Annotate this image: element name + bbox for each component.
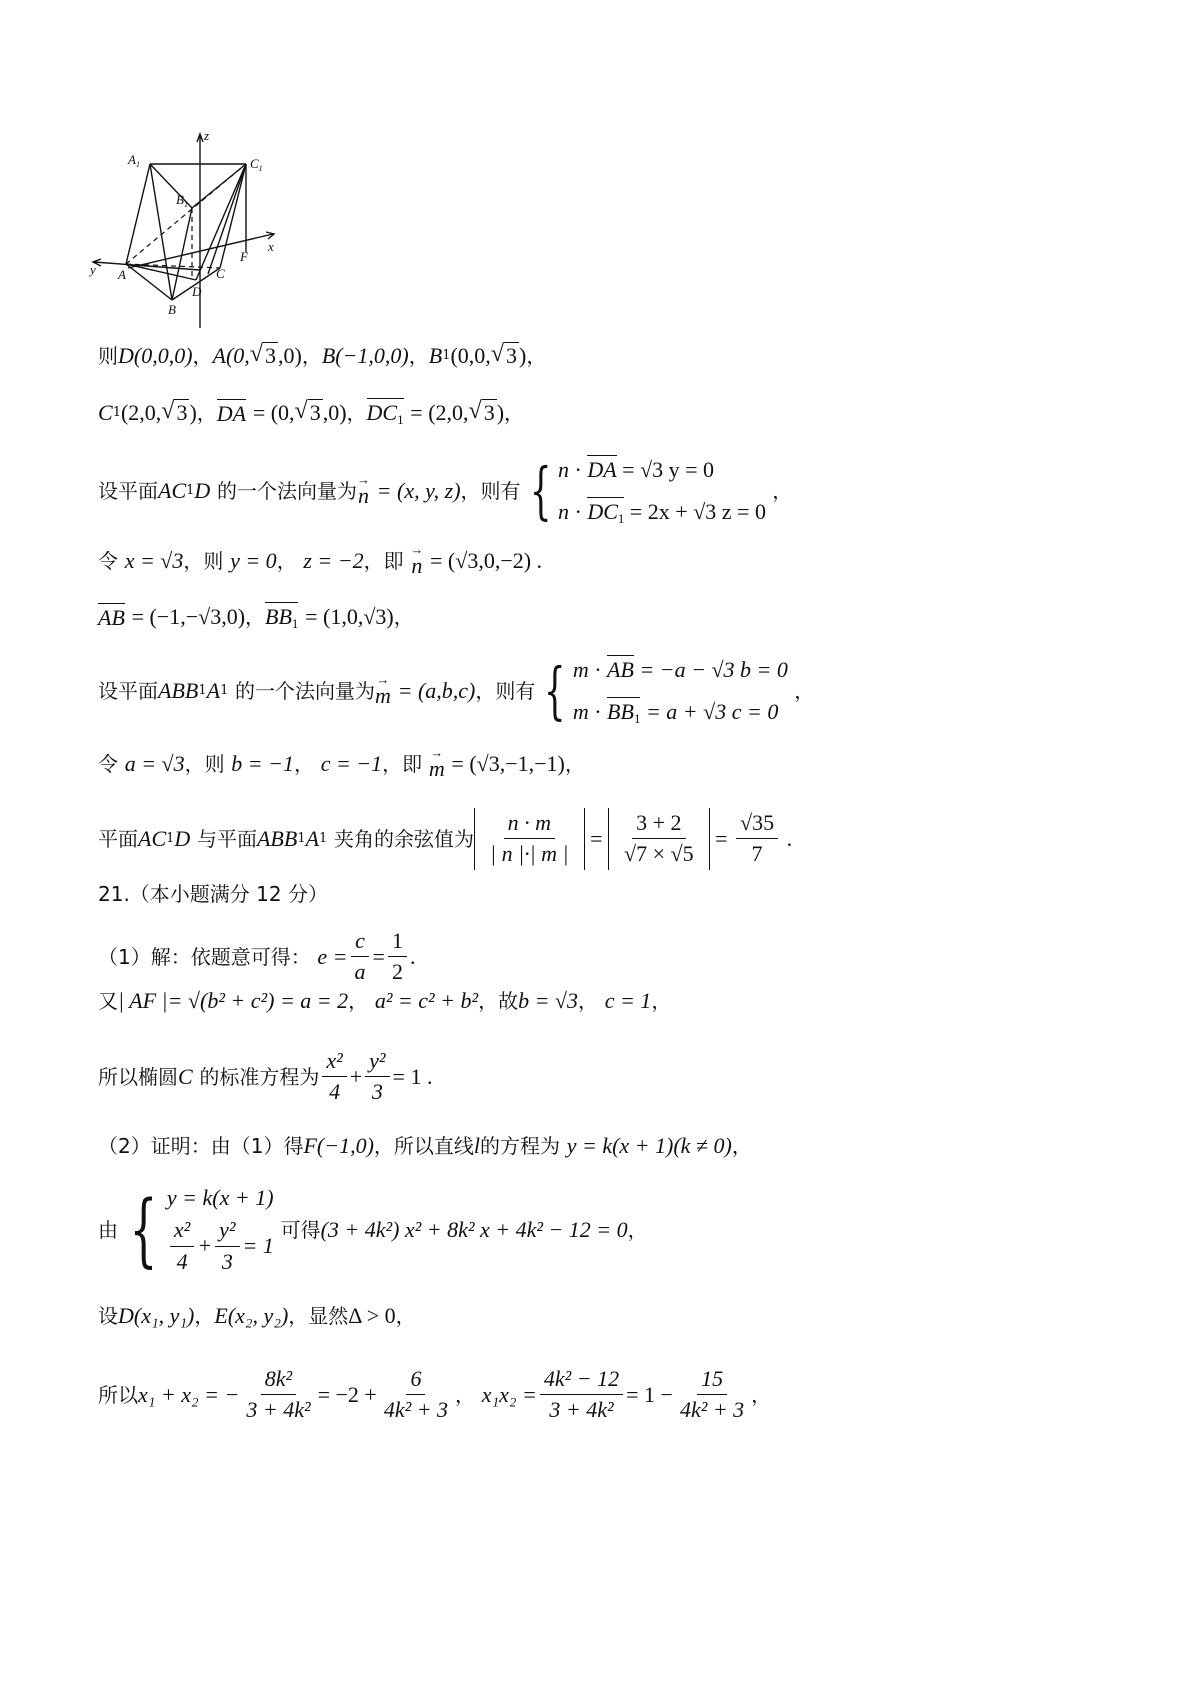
line-4: 令 x = √3 ，则 y = 0 ， z = −2 ，即 → n = (√3,0,−2) . [98,542,543,578]
prism-figure [88,128,288,328]
sqrt: √ 3 [294,398,321,426]
sqrt: √ 3 [490,341,517,368]
sqrt: √ 3 [249,341,276,368]
label-b: B [168,302,176,317]
vector-dc1: $DC_1$ [366,400,404,427]
line-8: 平面 AC 1 D 与平面 ABB 1 A 1 夹角的余弦值为 $\frac{n \cdot m}{| n |\cdot| m |}$ = $\frac{3 + 2}{√7 \times √5}$ = $\frac{√35}{7}$ . [98,808,792,870]
line-16: 所以 x₁ + x₂ = − $\frac{\text{8k²}}{\text{3 + 4k²}}$ = −2 + $\frac{6}{\text{4k² + 3}}$ ， x₁x₂ = $\frac{\text{4k² − 12}}{\text{3 + 4k²}}$ = 1 − $\frac{15}{\text{4k² + 3}}$ ， [98,1366,772,1423]
line-12: 所以椭圆 C 的标准方程为 $\frac{\text{x²}}{4}$ + $\frac{\text{y²}}{3}$ = 1 . [98,1048,433,1105]
line-3: 设平面 AC 1 D 的一个法向量为 → n = (x, y, z) ，则有 { n · DA = √3 y = 0 $n \cdot DC_1 = 2x + √3$ z = 0 ， [98,453,793,527]
problem-21-heading: 21.（本小题满分 12 分） [98,882,328,906]
label-d: D [192,284,202,299]
line-5: AB = (−1,−√3,0) ， $BB_1$ = (1,0,√3) ， [98,603,414,631]
cosine-abs: $\frac{n \cdot m}{| n |\cdot| m |}$ [474,808,585,870]
equation-system: { m · AB = −a − √3 b = 0 $m \cdot BB_1 = a + √3$ c = 0 [544,653,788,727]
label-y: y [90,262,96,277]
line-10: （1）解：依题意可得： e = $\frac{c}{a}$ = $\frac{1}{2}$ . [98,928,416,985]
label-x: x [268,239,274,254]
equation-system: { y = k(x + 1) $\frac{\text{x²}}{4}$ + $\frac{\text{y²}}{3}$ = 1 [129,1183,274,1277]
sqrt: √ 3 [161,398,188,426]
line-13: （2）证明：由（1）得 F(−1,0) ，所以直线 l 的方程为 y = k(x + 1)(k ≠ 0) ， [98,1133,752,1159]
label-a: A [118,267,126,282]
line-6: 设平面 ABB 1 A 1 的一个法向量为 → m = (a,b,c) ，则有 { m · AB = −a − √3 b = 0 $m \cdot BB_1 = a + √3$ c = 0 ， [98,653,815,727]
line-14: 由 { y = k(x + 1) $\frac{\text{x²}}{4}$ + $\frac{\text{y²}}{3}$ = 1 可得 (3 + 4k²) x² + 8k² x + 4k² − 12 = 0 ， [98,1183,648,1277]
line-11: 又 | AF |= √(b² + c²) = a = 2 ， a² = c² + b² ，故 b = √3 ， c = 1 ， [98,988,672,1014]
label-c1: $C_1$ [250,156,263,173]
label-f: F [240,249,248,264]
line-15: 设 D(x₁, y₁) ， E(x₂, y₂) ，显然 Δ > 0 ， [98,1303,416,1329]
line-1: 则 D(0,0,0) ， A(0, √ 3 ,0) ， B(−1,0,0) ， B 1 (0,0, √ 3 ) ， [98,341,547,368]
label-c: C [216,266,225,281]
vector-ab: AB [98,604,125,630]
label-z: z [204,128,210,143]
line-2: C 1 (2,0, √ 3 ) ， DA = (0, √ 3 ,0) ， $DC_1$ = (2,0, √ 3 ) ， [98,398,525,427]
vector-da: DA [216,400,247,426]
line-7: 令 a = √3 ，则 b = −1 ， c = −1 ，即 → m = (√3,−1,−1) ， [98,745,585,781]
equation-system: { n · DA = √3 y = 0 $n \cdot DC_1 = 2x + √3$ z = 0 [529,453,766,527]
label-a1: $A_1$ [128,152,140,169]
vector-bb1: $BB_1$ [265,604,299,631]
label-b1: $B_1$ [176,192,188,209]
sqrt: √ 3 [468,398,495,426]
